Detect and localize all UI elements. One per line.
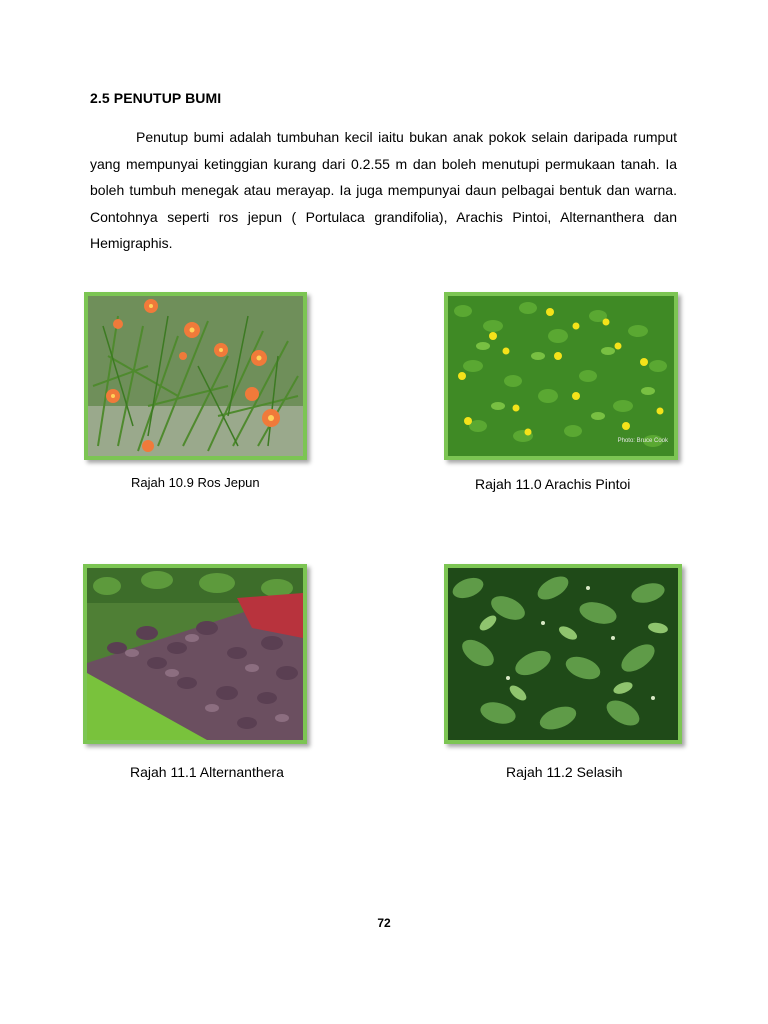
- photo-watermark: Photo: Bruce Cook: [617, 438, 668, 444]
- figure-alternanthera: [83, 564, 307, 744]
- figure-caption: Rajah 11.0 Arachis Pintoi: [475, 476, 631, 492]
- figure-caption: Rajah 10.9 Ros Jepun: [131, 475, 260, 490]
- figure-caption: Rajah 11.2 Selasih: [506, 764, 623, 780]
- body-paragraph: Penutup bumi adalah tumbuhan kecil iaitu bukan anak pokok selain daripada rumput yang mempunyai ketinggian kurang dari 0.2.55 m dan boleh menutupi permukaan tanah. Ia boleh tumbuh menegak atau merayap. Ia juga mempunyai daun pelbagai bentuk dan warna. Contohnya seperti ros jepun ( Portulaca grandifolia), Arachis Pintoi, Alternanthera dan Hemigraphis.: [90, 129, 677, 251]
- section-title: 2.5 PENUTUP BUMI: [90, 90, 222, 106]
- figure-caption: Rajah 11.1 Alternanthera: [130, 764, 284, 780]
- figure-selasih: [444, 564, 682, 744]
- selasih-photo: [448, 568, 678, 740]
- arachis-pintoi-photo: [448, 296, 674, 456]
- alternanthera-photo: [87, 568, 303, 740]
- page-number: 72: [377, 916, 391, 930]
- figure-ros-jepun: [84, 292, 307, 460]
- figure-arachis-pintoi: [444, 292, 678, 460]
- ros-jepun-photo: [88, 296, 303, 456]
